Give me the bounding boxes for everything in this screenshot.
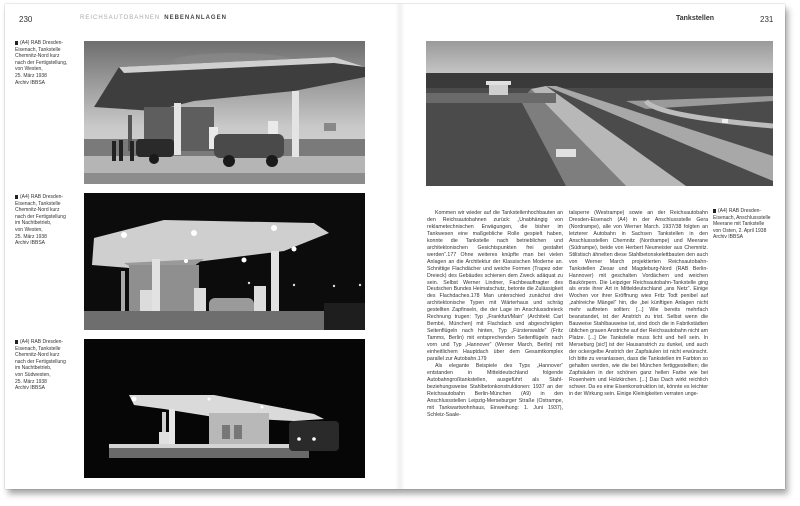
- page-number-right: 231: [760, 15, 774, 24]
- paragraph: Als elegante Beispiele des Typs „Hannover“ entstanden in Mitteldeutschland folgende Autobahngroßtankstellen, ausgeführt als Stahl- beziehungsweise Stahlbetonkonstruktionen: 1937 an der Reichsautobahn Berlin-München (A9) in den Anschlussstellen Leipzig-Merseburger Straße (Ostrampe, mit Tankwartwohnhaus, Einweihung: 1. Juni 1937), Schleiz-Saale-: [427, 362, 563, 418]
- gas-station-night-photo: [84, 193, 365, 330]
- book-gutter: [395, 4, 405, 489]
- caption-marker-icon: [713, 209, 716, 213]
- body-text-column-1: [427, 210, 563, 419]
- photo-caption: (A4) RAB Dresden- Eisenach, Anschlussstelle Meerane mit Tankstelle von Osten, 2. April 1938 Archiv IBBSA: [713, 208, 771, 241]
- autobahn-junction-photo: [426, 41, 773, 186]
- gas-station-day-photo: [84, 41, 365, 184]
- running-head: [80, 15, 227, 21]
- caption-marker-icon: [15, 340, 18, 344]
- running-head-section: REICHSAUTOBAHNEN: [80, 15, 161, 21]
- gas-station-night-southwest-photo: [84, 339, 365, 478]
- page-number-left: 230: [19, 15, 33, 24]
- paragraph: Kommen wir wieder auf die Tankstellenhochbauten an den Reichsautobahnen zurück: „Unabhängig von reklametechnischen Erwägungen, die bisher im Tankwesen eine maßgebliche Rolle gespielt haben, konnte die Tankstelle nach betrieblichen und architektonischen Gesichtspunkten frei gestaltet werden“.177 Ohne weiteres knüpfte man bei vielen Anlagen an die Architektur der Klassischen Moderne an. Schnittige Flachdächer und weiche Formen (Trapez oder Dreieck) des Gebäudes schienen dem Zweck adäquat zu sein. Selbst Werner Lindner, Fachbeauftragter des Deutschen Bundes Heimatschutz, betonte die Zulässigkeit des Flachdaches.178 Man unterschied zunächst drei architektonische Typen mit Wärterhaus und schräg gestellten Zapfinseln, die der Lage im Anschlussdreieck Rechnung trugen: Typ „Frankfurt/Main“ (Architekt Carl Bembé, München) mit Flachdach und abgeschrägten Seitenflügeln nach hinten, Typ „Fürstenwalde“ (Fritz Tamms, Berlin) mit entsprechenden Seitenflügeln nach vorn und Typ „Hannover“ (Werner March, Berlin) mit einheitlichem Hauptdach über dem Gesamtkomplex parallel zur Autobahn.179: [427, 210, 563, 363]
- body-text-column-2: [569, 210, 708, 398]
- section-title: Tankstellen: [676, 15, 714, 22]
- photo-caption: (A4) RAB Dresden- Eisenach, Tankstelle Chemnitz-Nord kurz nach der Fertigstellung, von Westen, 25. März 1938 Archiv IBBSA: [15, 40, 68, 86]
- photo-caption: (A4) RAB Dresden- Eisenach, Tankstelle Chemnitz-Nord kurz nach der Fertigstellung im Nachtbetrieb, von Südwesten, 25. März 1938 Archiv IBBSA: [15, 339, 66, 392]
- running-head-chapter: NEBENANLAGEN: [164, 15, 227, 21]
- caption-marker-icon: [15, 195, 18, 199]
- caption-marker-icon: [15, 41, 18, 45]
- photo-caption: (A4) RAB Dresden- Eisenach, Tankstelle Chemnitz-Nord kurz nach der Fertigstellung im Nachtbetrieb, von Westen, 25. März 1938 Archiv IBBSA: [15, 194, 66, 247]
- paragraph: talsperre (Westrampe) sowie an der Reichsautobahn Dresden-Eisenach (A4) in der Anschlussstelle Gera (Nordrampe), alle von Werner March. 1937/38 folgten an letzterer Autobahn in Sachsen Tankstellen in den Anschlussstellen Chemnitz (Nordrampe) und Meerane (Südrampe), beide von Herbert Neumeister aus Chemnitz. Stilistisch ähnelten diese Stahlbetonskelettbauten den auch von Werner March projektierten Reichsautobahn-Tankstellen Ziesar und Magdeburg-Nord (RAB Berlin-Hannover) mit geschalten Vordächern und weichen Baukörpern. Die Leipziger Reichsautobahn-Tankstelle ging als erste ihrer Art in Mitteldeutschland „ans Netz“. Einige Wochen vor ihrer Eröffnung wies Fritz Todt penibel auf „zahlreiche Mängel“ hin, die „bei künftigen Anlagen nicht mehr auftreten sollten: [...] Wie bereits mehrfach beanstandet, ist der Anstrich zu trist. Selbst wenn die Bauweise Stahlbauweise ist, sind doch die in Fabrikstädten üblichen grauen Anstriche auf der Reichsautobahn nicht am Platze. [...] Die Tankstelle muss licht und hell sein. In Merseburg [sic!] ist der Hausanstrich zu dunkel, und auch der ockergelbe Anstrich der Zapfsäulen ist nicht erwünscht. Ich bitte zu veranlassen, dass die Tankstellen im Farbton so gehalten werden, wie die bei München fertiggestellten; die Zapfsäulen in der schönen ganz hellen Farbe wie bei Rosenheim und Holzkirchen. [...] Das Dach wirkt reichlich schwer. Da es eine Eisenkonstruktion ist, könnte es leichter in der Wirkung sein. Einige Kleinigkeiten verraten unge-: [569, 210, 708, 397]
